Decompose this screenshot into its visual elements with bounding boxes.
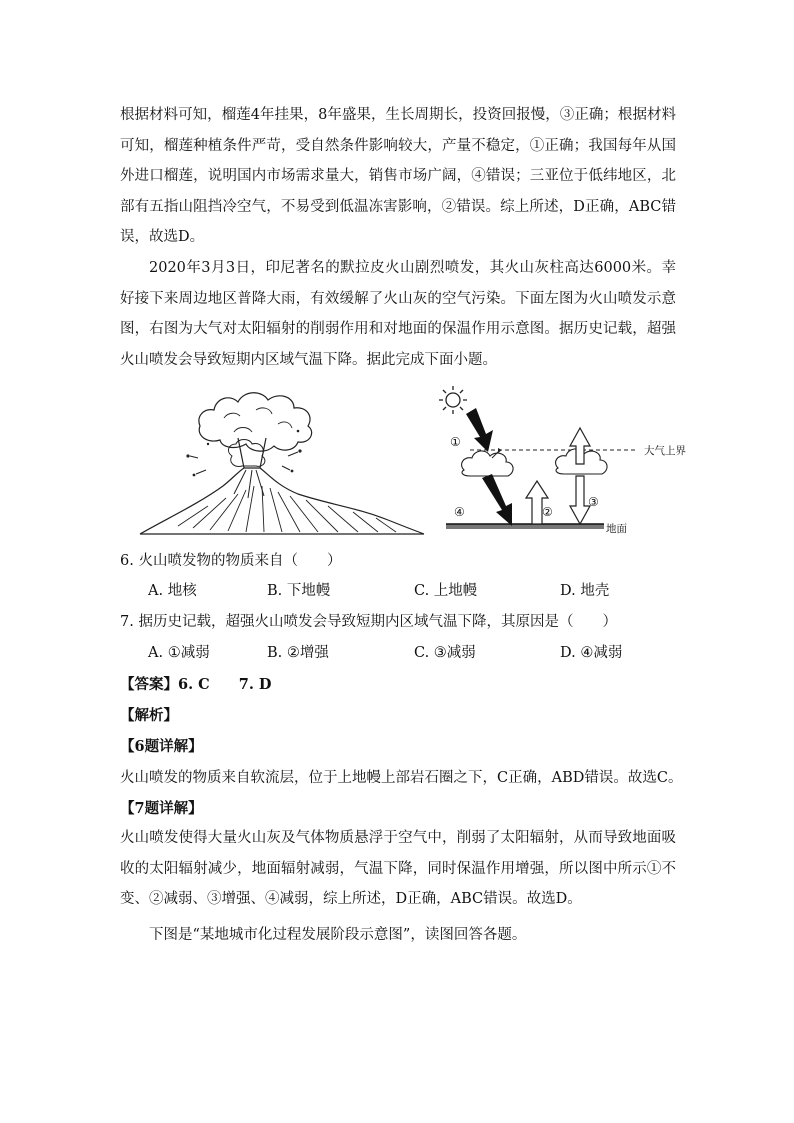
atmosphere-radiation-diagram [438, 384, 698, 540]
arrow-1-label: ① [450, 435, 461, 449]
paragraph-urbanization-intro: 下图是“某地城市化过程发展阶段示意图”，读图回答各题。 [149, 927, 527, 943]
arrow-1-solar-radiation [466, 408, 493, 452]
ground-hatch [446, 524, 604, 529]
detail-7-heading: 【7题详解】 [120, 800, 203, 817]
detail-6-text: 火山喷发的物质来自软流层，位于上地幔上部岩石圈之下，C正确，ABD错误。故选C。 [120, 770, 683, 786]
arrow-4-label: ④ [454, 505, 465, 519]
arrow-3-label: ③ [588, 495, 599, 509]
q6-option-d[interactable]: D. 地壳 [560, 583, 610, 599]
volcano-eruption-figure [138, 386, 428, 538]
q7-option-b[interactable]: B. ②增强 [267, 645, 329, 661]
arrow-2-label: ② [542, 505, 553, 519]
q6-option-b[interactable]: B. 下地幔 [267, 583, 331, 599]
detail-7-text: 火山喷发使得大量火山灰及气体物质悬浮于空气中，削弱了太阳辐射，从而导致地面吸收的太阳辐射减少，地面辐射减弱，气温下降，同时保温作用增强，所以图中所示①不变、②减弱、③增强、④减弱，综上所述，D正确，ABC错误。故选D。 [120, 830, 676, 907]
cloud-left [462, 451, 514, 476]
detail-6-heading: 【6题详解】 [120, 738, 203, 755]
paragraph-volcano-intro: 2020年3月3日，印尼著名的默拉皮火山剧烈喷发，其火山灰柱高达6000米。幸好接下来周边地区普降大雨，有效缓解了火山灰的空气污染。下面左图为火山喷发示意图，右图为大气对太阳辐射的削弱作用和对地面的保温作用示意图。据历史记载，超强火山喷发会导致短期内区域气温下降。据此完成下面小题。 [120, 260, 676, 368]
analysis-heading: 【解析】 [120, 707, 178, 724]
label-top-of-atmosphere: 大气上界 [644, 445, 686, 457]
arrow-4-ground-absorption [482, 474, 512, 526]
label-ground: 地面 [606, 523, 627, 535]
q7-option-c[interactable]: C. ③减弱 [414, 645, 476, 661]
q6-option-c[interactable]: C. 上地幔 [414, 583, 478, 599]
answer-line: 【答案】6. C 7. D [120, 676, 272, 693]
q7-option-a[interactable]: A. ①减弱 [148, 645, 210, 661]
q7-option-d[interactable]: D. ④减弱 [560, 645, 623, 661]
question-7-stem: 7. 据历史记载，超强火山喷发会导致短期内区域气温下降，其原因是（ ） [120, 614, 617, 630]
sun-icon [439, 386, 467, 414]
arrow-3-counter-radiation [570, 476, 590, 524]
q6-option-a[interactable]: A. 地核 [148, 583, 197, 599]
paragraph-durian-analysis: 根据材料可知，榴莲4年挂果，8年盛果，生长周期长，投资回报慢，③正确；根据材料可知，榴莲种植条件严苛，受自然条件影响较大，产量不稳定，①正确；我国每年从国外进口榴莲，说明国内市场需求量大，销售市场广阔，④错误；三亚位于低纬地区，北部有五指山阻挡冷空气，不易受到低温冻害影响，②错误。综上所述，D正确，ABC错误，故选D。 [120, 107, 676, 245]
question-6-stem: 6. 火山喷发物的物质来自（ ） [120, 553, 342, 569]
